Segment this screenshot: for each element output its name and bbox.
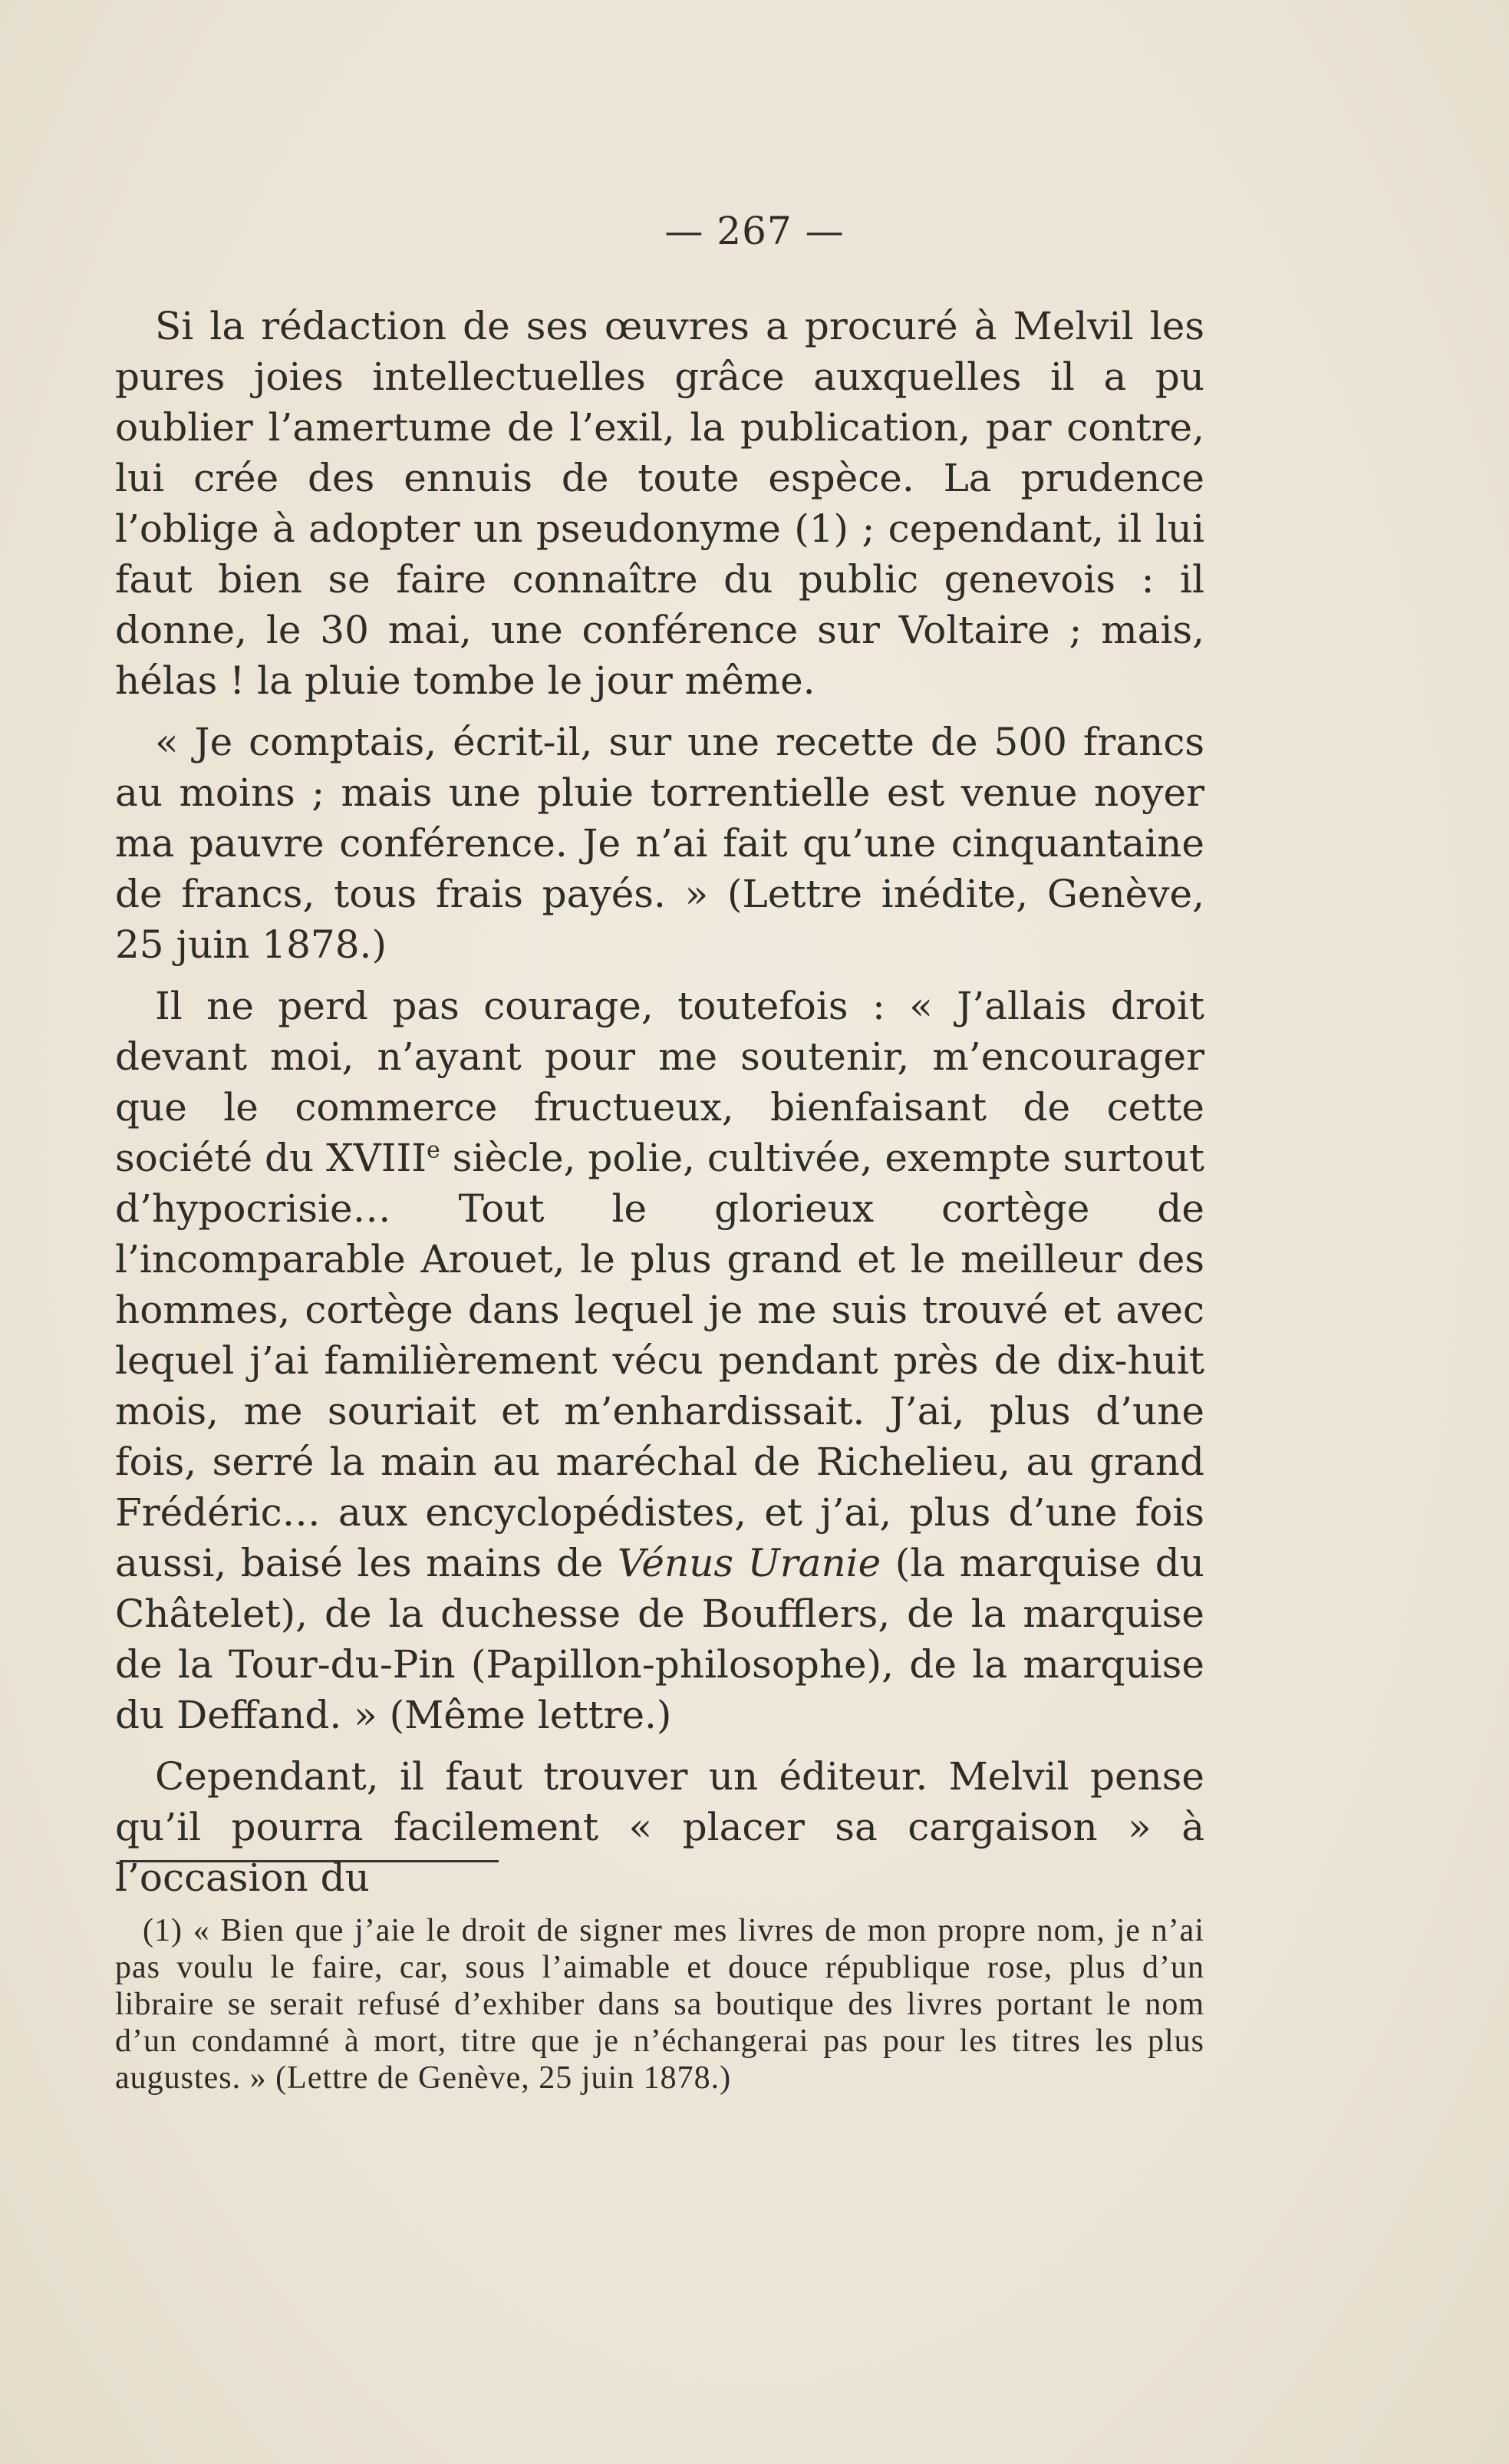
footnote	[115, 1912, 1204, 2096]
paragraph-3-part-1: Il ne perd pas courage, toutefois : « J’allais droit devant moi, n’ayant pour me soutenir, m’encourager que le commerce fructueux, bienfaisant de cette société du XVIII	[115, 984, 1204, 1180]
body-text	[115, 301, 1204, 1914]
italic-title: Vénus Uranie	[617, 1541, 881, 1585]
footnote-divider	[120, 1860, 499, 1862]
paragraph-1: Si la rédaction de ses œuvres a procuré à Melvil les pures joies intellectuelles grâce auxquelles il a pu oublier l’amertume de l’exil, la publication, par contre, lui crée des ennuis de toute espèce. La prudence l’oblige à adopter un pseudonyme (1) ; cependant, il lui faut bien se faire connaître du public genevois : il donne, le 30 mai, une conférence sur Voltaire ; mais, hélas ! la pluie tombe le jour même.	[115, 304, 1204, 703]
century-superscript: e	[427, 1136, 440, 1164]
paragraph-4: Cependant, il faut trouver un éditeur. Melvil pense qu’il pourra facilement « placer sa cargaison » à l’occasion du	[115, 1754, 1204, 1900]
footnote-text: (1) « Bien que j’aie le droit de signer mes livres de mon propre nom, je n’ai pas voulu le faire, car, sous l’aimable et douce république rose, plus d’un libraire se serait refusé d’exhiber dans sa boutique des livres portant le nom d’un condamné à mort, titre que je n’échangerai pas pour les titres les plus augustes. » (Lettre de Genève, 25 juin 1878.)	[115, 1913, 1204, 2096]
paragraph-2: « Je comptais, écrit-il, sur une recette de 500 francs au moins ; mais une pluie torrentielle est venue noyer ma pauvre conférence. Je n’ai fait qu’une cinquantaine de francs, tous frais payés. » (Lettre inédite, Genève, 25 juin 1878.)	[115, 720, 1204, 967]
paragraph-3-part-3: (la marquise du Châtelet), de la duchesse de Boufflers, de la marquise de la Tour-du-Pin (Papillon-philosophe), de la marquise du Deffand. » (Même lettre.)	[115, 1541, 1204, 1737]
page-number: — 267 —	[664, 209, 845, 253]
paragraph-3-part-2: siècle, polie, cultivée, exempte surtout d’hypocrisie… Tout le glorieux cortège de l’incomparable Arouet, le plus grand et le meilleur des hommes, cortège dans lequel je me suis trouvé et avec lequel j’ai familièrement vécu pendant près de dix-huit mois, me souriait et m’enhardissait. J’ai, plus d’une fois, serré la main au maréchal de Richelieu, au grand Frédéric… aux encyclopédistes, et j’ai, plus d’une fois aussi, baisé les mains de	[115, 1136, 1205, 1585]
paragraph-3	[115, 981, 1204, 1740]
